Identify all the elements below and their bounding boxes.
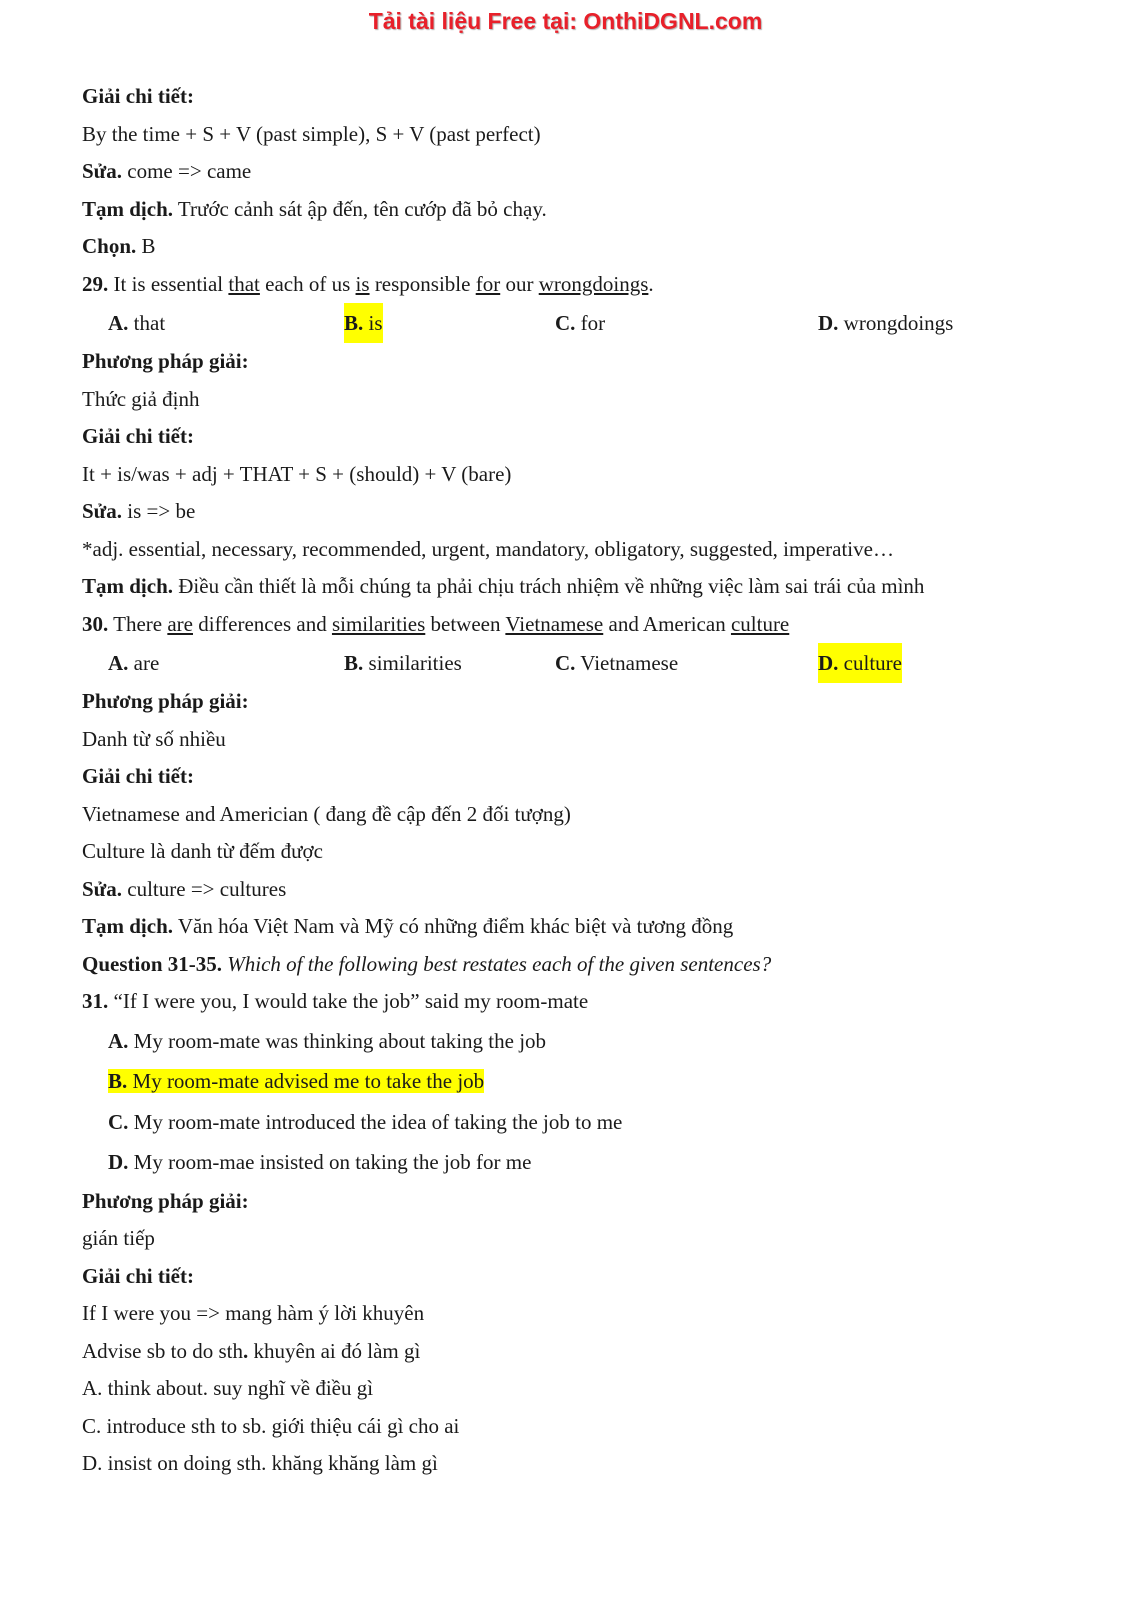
option-b-correct: B. is — [344, 303, 383, 343]
question-30-stem: 30. There are differences and similarities between Vietnamese and American culture — [82, 611, 790, 636]
question-31-stem: 31. “If I were you, I would take the job” said my room-mate — [82, 989, 589, 1013]
option-b-correct: B. My room-mate advised me to take the job — [108, 1069, 485, 1093]
option-a: A. are — [108, 651, 160, 675]
translation-line: Tạm dịch. Trước cảnh sát ập đến, tên cướp đã bỏ chạy. — [82, 196, 547, 221]
fix-line: Sửa. culture => cultures — [82, 876, 287, 901]
option-d-correct: D. culture — [818, 643, 902, 683]
translation-line: Tạm dịch. Điều cần thiết là mỗi chúng ta phải chịu trách nhiệm về những việc làm sai trái của mình — [82, 574, 925, 598]
detail-text: C. introduce sth to sb. giới thiệu cái gì cho ai — [82, 1413, 460, 1438]
detail-heading: Giải chi tiết: — [82, 1263, 194, 1288]
option-b: B. similarities — [344, 651, 462, 675]
method-text: Danh từ số nhiều — [82, 726, 226, 751]
site-watermark-header: Tải tài liệu Free tại: OnthiDGNL.com — [368, 8, 763, 34]
adjective-list: *adj. essential, necessary, recommended, urgent, mandatory, obligatory, suggested, imperative… — [82, 536, 894, 561]
question-29-stem: 29. It is essential that each of us is responsible for our wrongdoings. — [82, 271, 654, 296]
grammar-rule: It + is/was + adj + THAT + S + (should) + V (bare) — [82, 461, 512, 486]
method-text: Thức giả định — [82, 386, 200, 411]
detail-heading: Giải chi tiết: — [82, 84, 194, 108]
option-d: D. My room-mae insisted on taking the job for me — [108, 1150, 532, 1174]
detail-text: Advise sb to do sth. khuyên ai đó làm gì — [82, 1338, 421, 1363]
detail-heading: Giải chi tiết: — [82, 424, 194, 448]
detail-text: If I were you => mang hàm ý lời khuyên — [82, 1301, 425, 1325]
option-c: C. Vietnamese — [555, 651, 679, 675]
method-heading: Phương pháp giải: — [82, 349, 249, 373]
fix-line: Sửa. come => came — [82, 159, 252, 183]
option-c: C. My room-mate introduced the idea of taking the job to me — [108, 1109, 623, 1134]
method-heading: Phương pháp giải: — [82, 689, 249, 713]
question-30-options — [82, 643, 1082, 683]
method-text: gián tiếp — [82, 1226, 155, 1250]
fix-line: Sửa. is => be — [82, 499, 196, 523]
detail-text: A. think about. suy nghĩ về điều gì — [82, 1376, 374, 1400]
option-c: C. for — [555, 311, 606, 335]
question-29-options — [82, 303, 1082, 343]
method-heading: Phương pháp giải: — [82, 1188, 249, 1213]
section-heading: Question 31-35. Which of the following best restates each of the given sentences? — [82, 951, 772, 976]
grammar-rule: By the time + S + V (past simple), S + V (past perfect) — [82, 121, 541, 146]
detail-text: D. insist on doing sth. khăng khăng làm gì — [82, 1451, 438, 1475]
document-page — [82, 78, 1082, 1483]
detail-text: Vietnamese and Americian ( đang đề cập đến 2 đối tượng) — [82, 801, 571, 826]
option-d: D. wrongdoings — [818, 311, 954, 335]
option-a: A. My room-mate was thinking about taking the job — [108, 1028, 547, 1053]
answer-line: Chọn. B — [82, 234, 156, 258]
detail-text: Culture là danh từ đếm được — [82, 839, 323, 863]
translation-line: Tạm dịch. Văn hóa Việt Nam và Mỹ có những điểm khác biệt và tương đồng — [82, 914, 734, 938]
option-a: A. that — [108, 311, 166, 335]
detail-heading: Giải chi tiết: — [82, 764, 194, 788]
